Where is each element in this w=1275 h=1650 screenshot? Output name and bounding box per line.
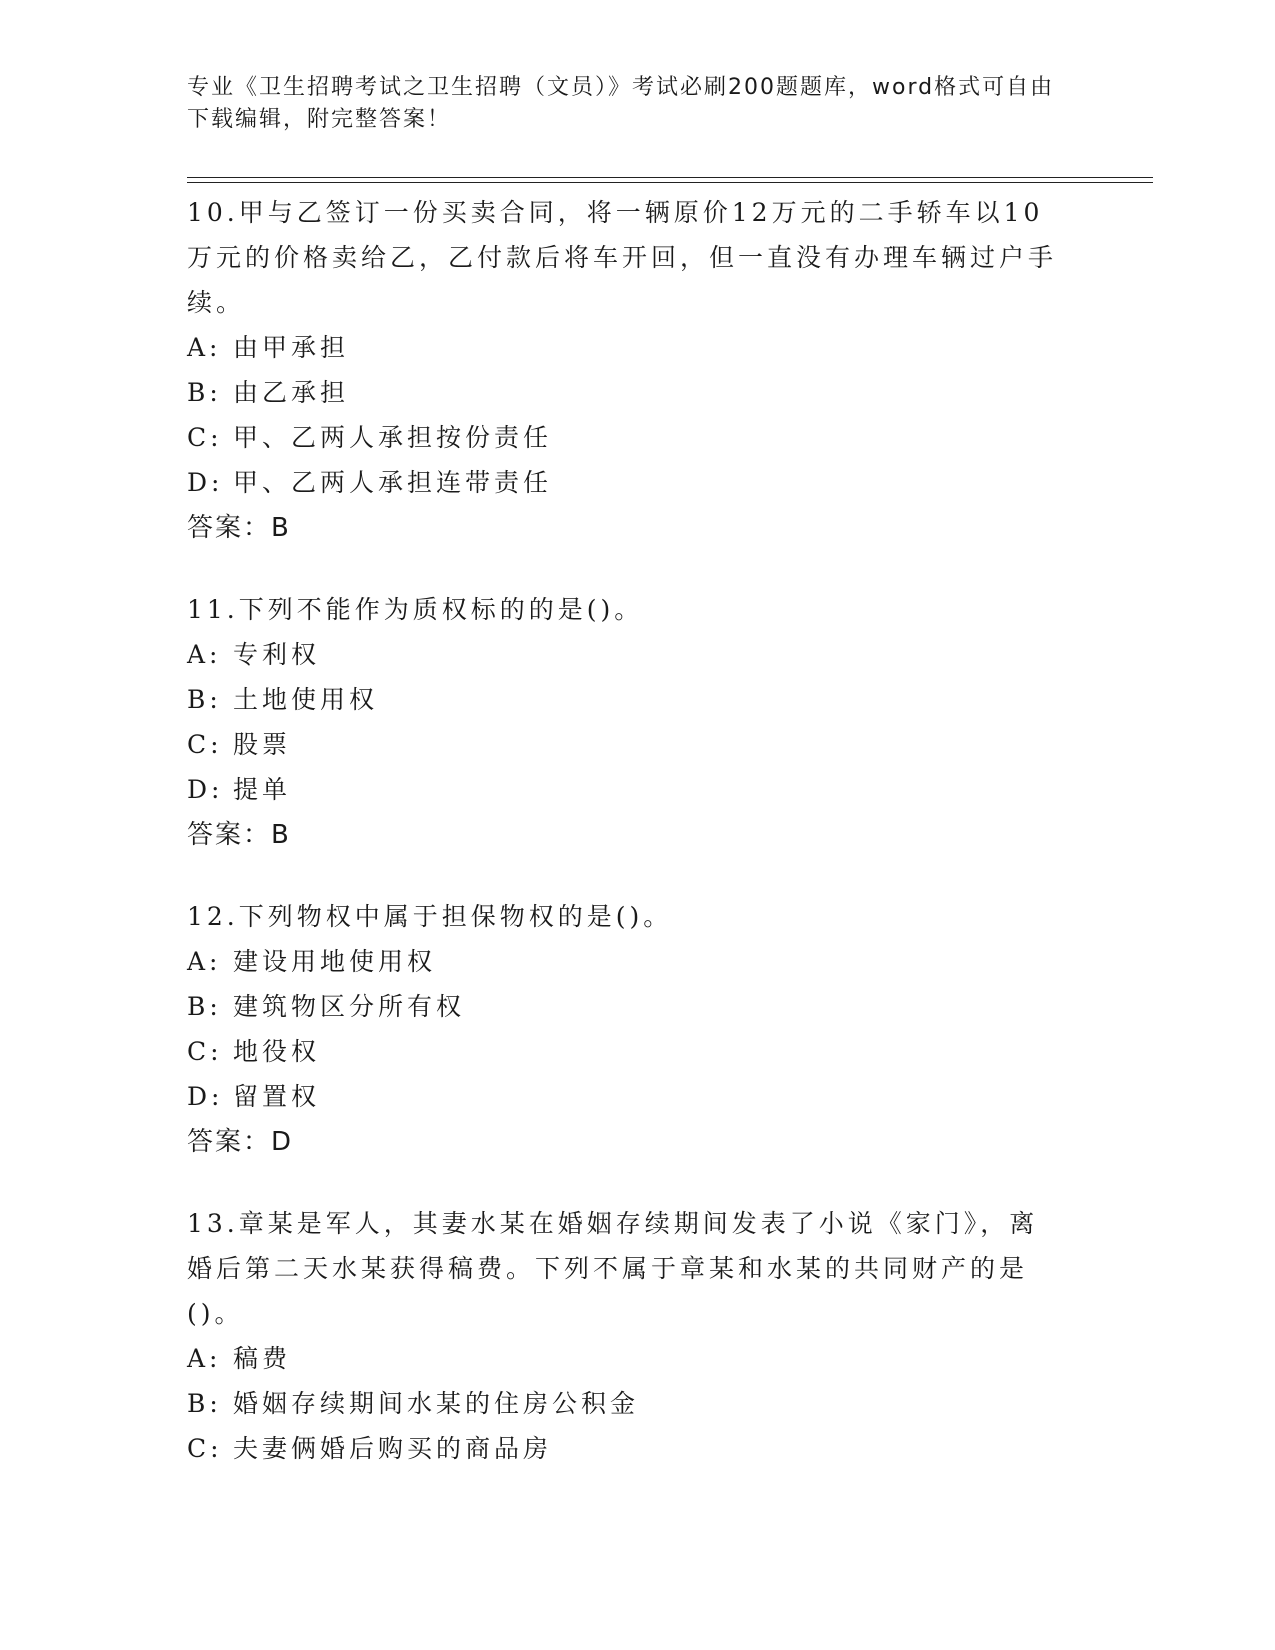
option-letter: B: [187,992,222,1021]
option-letter: D: [187,775,224,804]
option-text: 由甲承担 [233,333,350,362]
option-text: 婚姻存续期间水某的住房公积金 [233,1389,640,1418]
option-c [187,1029,1067,1074]
option-c [187,1426,1067,1471]
question-13 [187,1201,1067,1471]
option-b [187,370,1067,415]
option-a [187,325,1067,370]
option-a [187,1336,1067,1381]
option-b [187,984,1067,1029]
option-text: 甲、乙两人承担按份责任 [233,423,553,452]
option-text: 股票 [233,730,292,759]
question-list [187,190,1067,1507]
option-text: 土地使用权 [233,685,379,714]
option-d [187,767,1067,812]
option-text: 稿费 [233,1344,292,1373]
option-text: 建设用地使用权 [233,947,437,976]
option-letter: C: [187,730,223,759]
option-letter: A: [187,947,222,976]
question-text: 11.下列不能作为质权标的的是()。 [187,595,644,624]
option-letter: B: [187,1389,222,1418]
question-text: 10.甲与乙签订一份买卖合同，将一辆原价12万元的二手轿车以10万元的价格卖给乙，乙付款后将车开回，但一直没有办理车辆过户手续。 [187,198,1058,317]
document-header: 专业《卫生招聘考试之卫生招聘（文员）》考试必刷200题题库，word格式可自由下载编辑，附完整答案！ [187,75,1055,132]
option-text: 建筑物区分所有权 [233,992,466,1021]
question-text: 13.章某是军人，其妻水某在婚姻存续期间发表了小说《家门》，离婚后第二天水某获得稿费。下列不属于章某和水某的共同财产的是()。 [187,1209,1039,1328]
option-letter: D: [187,468,224,497]
option-letter: C: [187,423,223,452]
option-text: 由乙承担 [233,378,350,407]
option-a [187,632,1067,677]
option-letter: C: [187,1037,223,1066]
question-12 [187,894,1067,1165]
question-text: 12.下列物权中属于担保物权的是()。 [187,902,673,931]
option-letter: D: [187,1082,224,1111]
option-letter: A: [187,333,222,362]
answer-line: 答案：B [187,820,291,850]
option-a [187,939,1067,984]
option-letter: A: [187,1344,222,1373]
header-divider-top [187,177,1153,178]
option-letter: B: [187,685,222,714]
option-text: 夫妻俩婚后购买的商品房 [233,1434,553,1463]
option-letter: A: [187,640,222,669]
option-c [187,415,1067,460]
option-text: 地役权 [233,1037,321,1066]
option-text: 甲、乙两人承担连带责任 [233,468,553,497]
option-text: 留置权 [233,1082,321,1111]
option-d [187,1074,1067,1119]
option-letter: B: [187,378,222,407]
answer-line: 答案：D [187,1127,294,1157]
option-letter: C: [187,1434,223,1463]
option-b [187,1381,1067,1426]
question-10 [187,190,1067,551]
header-divider-bottom [187,182,1153,183]
answer-line: 答案：B [187,513,291,543]
option-c [187,722,1067,767]
option-text: 专利权 [233,640,321,669]
option-text: 提单 [233,775,292,804]
option-d [187,460,1067,505]
question-11 [187,587,1067,858]
option-b [187,677,1067,722]
